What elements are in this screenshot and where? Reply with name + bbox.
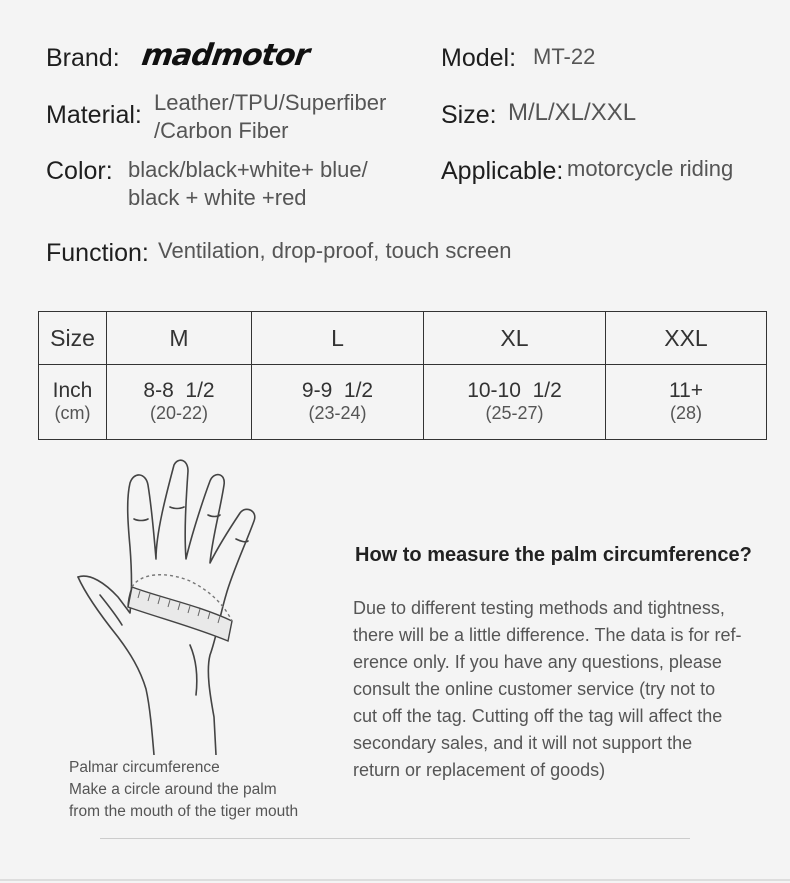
hand-caption	[69, 757, 298, 823]
size-table	[38, 311, 767, 440]
cell-m	[107, 365, 252, 440]
applicable-label: Applicable:	[441, 157, 564, 185]
cell-l-cm: (23-24)	[308, 403, 367, 423]
bottom-border	[0, 879, 790, 881]
color-line-1: black/black+white+ blue/	[128, 157, 368, 182]
material-label: Material:	[46, 101, 142, 129]
cell-xxl	[606, 365, 767, 440]
cell-xl-cm: (25-27)	[485, 403, 544, 423]
applicable-value: motorcycle riding	[567, 156, 734, 181]
cell-m-inch: 8-8 1/2	[143, 379, 215, 402]
color-line-2: black + white +red	[128, 185, 307, 210]
cell-m-cm: (20-22)	[149, 403, 209, 423]
desc-line-7: return or replacement of goods)	[353, 760, 606, 780]
model-value: MT-22	[533, 44, 596, 69]
table-row	[39, 365, 767, 440]
cell-l-inch: 9-9 1/2	[301, 379, 374, 402]
material-value	[154, 89, 386, 145]
caption-line-2: Make a circle around the palm	[69, 781, 277, 798]
desc-line-5: cut off the tag. Cutting off the tag will affect the	[353, 706, 723, 726]
cell-xl-inch: 10-10 1/2	[467, 379, 562, 402]
material-line-2: /Carbon Fiber	[154, 118, 289, 143]
model-label: Model:	[441, 44, 517, 72]
row-label-cm: (cm)	[54, 403, 91, 423]
header-l: L	[252, 312, 424, 365]
cell-l	[252, 365, 424, 440]
size-label: Size:	[441, 101, 497, 129]
madmotor-logo: madmotor	[139, 38, 312, 73]
desc-line-1: Due to different testing methods and tightness,	[353, 598, 725, 618]
desc-line-3: erence only. If you have any questions, please	[353, 652, 722, 672]
desc-line-2: there will be a little difference. The data is for ref-	[353, 625, 742, 645]
divider	[100, 838, 690, 839]
cell-xxl-cm: (28)	[669, 403, 702, 423]
header-xl: XL	[424, 312, 606, 365]
caption-line-3: from the mouth of the tiger mouth	[69, 803, 299, 820]
size-value: M/L/XL/XXL	[508, 99, 637, 126]
brand-label: Brand:	[46, 44, 120, 72]
row-label-inch: Inch	[52, 379, 93, 402]
cell-xl	[424, 365, 606, 440]
header-m: M	[107, 312, 252, 365]
desc-line-6: secondary sales, and it will not support the	[353, 733, 693, 753]
color-label: Color:	[46, 157, 113, 185]
cell-xxl-inch: 11+	[668, 379, 704, 402]
function-label: Function:	[46, 239, 149, 267]
row-label	[39, 365, 107, 440]
caption-line-1: Palmar circumference	[69, 759, 220, 776]
hand-measure-illustration	[70, 455, 270, 755]
desc-line-4: consult the online customer service (try not to	[353, 679, 716, 699]
measure-description	[353, 595, 773, 784]
header-size: Size	[39, 312, 107, 365]
function-value: Ventilation, drop-proof, touch screen	[158, 238, 512, 263]
size-table-header	[39, 312, 767, 365]
header-xxl: XXL	[606, 312, 767, 365]
material-line-1: Leather/TPU/Superfiber	[154, 90, 387, 115]
measure-question: How to measure the palm circumference?	[355, 544, 752, 566]
color-value	[128, 156, 368, 212]
